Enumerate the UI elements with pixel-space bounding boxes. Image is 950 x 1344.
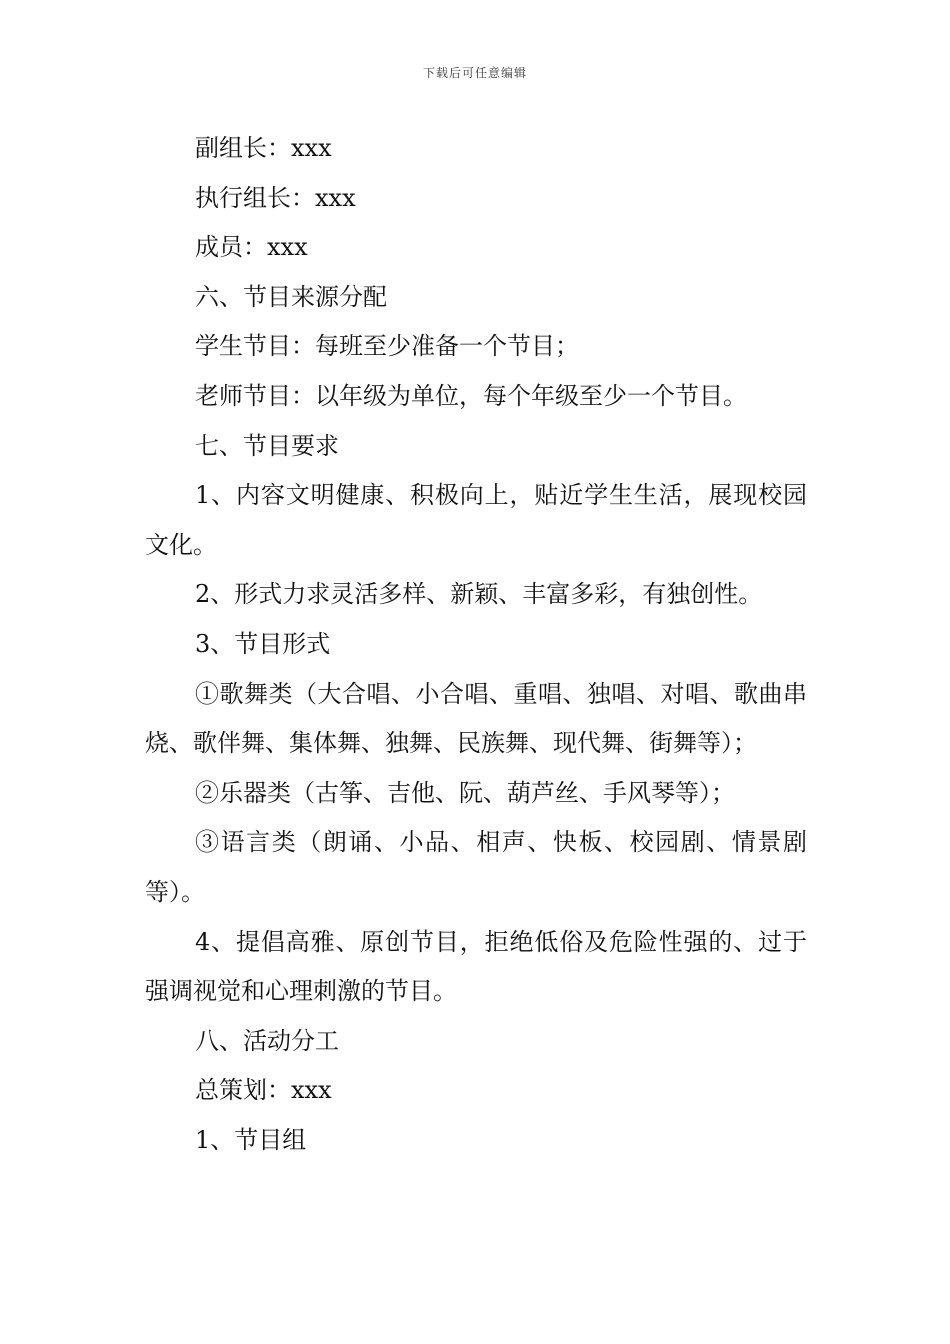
requirement-item-1: 1、内容文明健康、积极向上，贴近学生生活，展现校园文化。 — [145, 481, 807, 559]
section-heading-7: 七、节目要求 — [195, 431, 339, 460]
form-item-song-dance: ①歌舞类（大合唱、小合唱、重唱、独唱、对唱、歌曲串烧、歌伴舞、集体舞、独舞、民族舞、现代舞、街舞等）； — [145, 679, 807, 758]
paragraph-student-programs: 学生节目：每班至少准备一个节目； — [195, 332, 579, 361]
form-item-instruments: ②乐器类（古筝、吉他、阮、葫芦丝、手风琴等）； — [195, 778, 735, 807]
page-header: 下载后可任意编辑 — [422, 66, 527, 80]
document-body — [145, 124, 807, 1165]
requirement-item-4: 4、提倡高雅、原创节目，拒绝低俗及危险性强的、过于强调视觉和心理刺激的节目。 — [145, 927, 807, 1006]
paragraph-teacher-programs: 老师节目：以年级为单位，每个年级至少一个节目。 — [195, 381, 747, 410]
requirement-item-3: 3、节目形式 — [195, 629, 331, 658]
paragraph-chief-planner: 总策划：xxx — [195, 1076, 332, 1105]
requirement-item-2: 2、形式力求灵活多样、新颖、丰富多彩，有独创性。 — [195, 580, 763, 609]
section-heading-8: 八、活动分工 — [195, 1026, 339, 1055]
paragraph-executive-leader: 执行组长：xxx — [195, 183, 356, 212]
paragraph-vice-leader: 副组长：xxx — [195, 134, 332, 162]
paragraph-members: 成员：xxx — [195, 233, 308, 262]
form-item-language: ③语言类（朗诵、小品、相声、快板、校园剧、情景剧等）。 — [145, 828, 807, 906]
section-heading-6: 六、节目来源分配 — [195, 282, 387, 311]
paragraph-program-group: 1、节目组 — [195, 1125, 307, 1154]
